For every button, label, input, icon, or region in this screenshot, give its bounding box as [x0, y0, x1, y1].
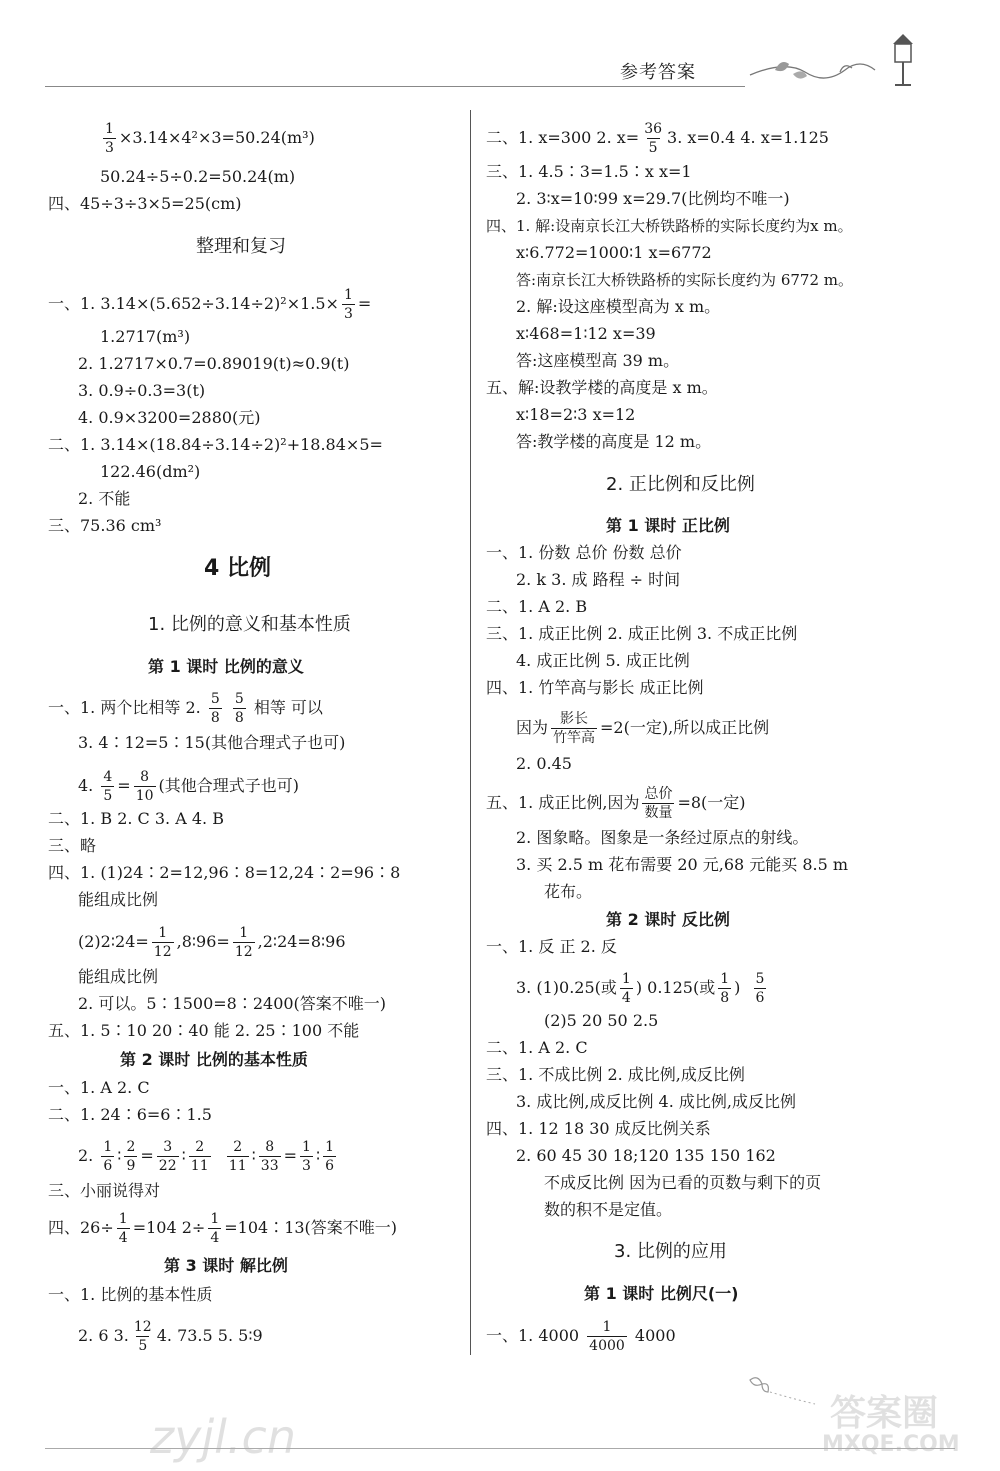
answer-line: 2. 图象略。图象是一条经过原点的射线。	[516, 828, 809, 847]
answer-line: 四、1. (1)24∶2=12,96∶8=12,24∶2=96∶8	[48, 863, 401, 882]
fraction: $\frac{4}{5}$	[103, 769, 113, 804]
lesson-heading: 第 2 课时 比例的基本性质	[120, 1050, 308, 1069]
answer-line: 不成反比例 因为已看的页数与剩下的页	[544, 1173, 822, 1192]
watermark-url: MXQE.COM	[822, 1432, 960, 1457]
watermark-logo: 答案圈	[830, 1393, 939, 1434]
section-heading: 2. 正比例和反比例	[606, 474, 755, 495]
fraction: $\frac{2}{9}$	[126, 1139, 136, 1174]
column-divider	[470, 110, 471, 1355]
fraction: $\frac{1}{4}$	[118, 1211, 128, 1246]
fraction: $\frac{36}{5}$	[644, 121, 663, 156]
fraction: $\frac{1}{4}$	[210, 1211, 220, 1246]
watermark-text: zyjl.cn	[150, 1410, 296, 1464]
answer-line: (2)5 20 50 2.5	[544, 1011, 659, 1030]
answer-line: 2. 6 3. $\frac{12}{5}$ 4. 73.5 5. 5∶9	[78, 1319, 263, 1354]
answer-line: 能组成比例	[78, 967, 159, 986]
answer-line: 122.46(dm²)	[100, 462, 201, 481]
answer-line: 二、1. A 2. C	[486, 1038, 588, 1057]
answer-line: 二、1. 24∶6=6∶1.5	[48, 1105, 212, 1124]
answer-line: 三、1. 4.5∶3=1.5∶x x=1	[486, 162, 692, 181]
answer-line: 一、1. 份数 总价 份数 总价	[486, 543, 682, 562]
footer-rule	[45, 1448, 955, 1449]
lesson-heading: 第 1 课时 比例尺(一)	[584, 1284, 739, 1303]
fraction: $\frac{1}{12}$	[234, 925, 253, 960]
answer-line: x∶18=2∶3 x=12	[516, 405, 636, 424]
fraction: $\frac{1}{12}$	[153, 925, 172, 960]
answer-line: 数的积不是定值。	[544, 1200, 673, 1219]
answer-line: 答:这座模型高 39 m。	[516, 351, 680, 370]
answer-line: 1.2717(m³)	[100, 327, 191, 346]
fraction: $\frac{1}{6}$	[103, 1139, 113, 1174]
fraction: $\frac{1}{3}$	[302, 1139, 311, 1174]
answer-line: $\frac{1}{3}$ ×3.14×4²×3=50.24(m³)	[105, 121, 315, 156]
fraction: $\frac{1}{6}$	[325, 1139, 335, 1174]
answer-line: 一、1. A 2. C	[48, 1078, 150, 1097]
lesson-heading: 第 1 课时 正比例	[606, 516, 730, 535]
fraction: $\frac{5}{8}$	[234, 691, 244, 726]
answer-line: 2. 解:设这座模型高为 x m。	[516, 297, 721, 316]
lesson-heading: 第 1 课时 比例的意义	[148, 657, 304, 676]
answer-line: 一、1. 4000 $\frac{1}{4000}$ 4000	[486, 1319, 676, 1354]
answer-line: 一、1. 3.14×(5.652÷3.14÷2)²×1.5× $\frac{1}{3}$ =	[48, 287, 372, 322]
answer-line: 五、1. 成正比例,因为 $\frac{\text{总价}}{\text{数量}}$ =8(一定)	[486, 786, 746, 821]
answer-line: 2. $\frac{1}{6}$ ∶ $\frac{2}{9}$ = $\frac{3}{22}$ ∶ $\frac{2}{11}$ $\frac{2}{11}$ ∶ $\frac{8}{33}$ = $\frac{1}{3}$ ∶ $\frac{1}{6}$	[78, 1139, 335, 1174]
unit-title: 4 比例	[204, 556, 271, 581]
answer-line: 3. 4∶12=5∶15(其他合理式子也可)	[78, 733, 346, 752]
answer-line: 50.24÷5÷0.2=50.24(m)	[100, 167, 296, 186]
answer-line: 2. 0.45	[516, 754, 572, 773]
answer-line: 三、略	[48, 836, 97, 855]
fraction: $\frac{2}{11}$	[190, 1139, 209, 1174]
fraction: $\frac{3}{22}$	[158, 1139, 177, 1174]
answer-line: 二、1. x=300 2. x= $\frac{36}{5}$ 3. x=0.4 4. x=1.125	[486, 121, 829, 156]
lesson-heading: 第 2 课时 反比例	[606, 910, 730, 929]
answer-line: 2. 1.2717×0.7=0.89019(t)≈0.9(t)	[78, 354, 350, 373]
lesson-heading: 第 3 课时 解比例	[164, 1256, 288, 1275]
answer-line: 4. $\frac{4}{5}$ = $\frac{8}{10}$ (其他合理式子也可)	[78, 769, 300, 804]
fraction: $\frac{5}{8}$	[210, 691, 220, 726]
fraction: $\frac{\text{总价}}{\text{数量}}$	[644, 786, 673, 821]
answer-line: 2. 60 45 30 18;120 135 150 162	[516, 1146, 776, 1165]
fraction: $\frac{1}{4000}$	[589, 1319, 625, 1354]
answer-line: 答:南京长江大桥铁路桥的实际长度约为 6772 m。	[516, 271, 853, 289]
answer-line: 3. 0.9÷0.3=3(t)	[78, 381, 206, 400]
answer-line: 四、1. 解:设南京长江大桥铁路桥的实际长度约为x m。	[486, 217, 853, 235]
fraction: $\frac{5}{6}$	[755, 971, 765, 1006]
section-heading: 1. 比例的意义和基本性质	[148, 614, 351, 635]
fraction: $\frac{1}{4}$	[621, 971, 631, 1006]
answer-line: 二、1. A 2. B	[486, 597, 588, 616]
section-heading: 3. 比例的应用	[614, 1241, 727, 1262]
answer-line: 因为 $\frac{\text{影长}}{\text{竹竿高}}$ =2(一定),所以成正比例	[516, 711, 770, 746]
decorative-vine-icon	[745, 30, 930, 90]
butterfly-icon	[740, 1370, 820, 1410]
answer-line: 四、1. 竹竿高与影长 成正比例	[486, 678, 704, 697]
answer-line: 答:教学楼的高度是 12 m。	[516, 432, 712, 451]
answer-line: 2. 3∶x=10∶99 x=29.7(比例均不唯一)	[516, 189, 790, 208]
answer-line: 四、26÷ $\frac{1}{4}$ =104 2÷ $\frac{1}{4}$ =104∶13(答案不唯一)	[48, 1211, 398, 1246]
answer-line: 三、75.36 cm³	[48, 516, 162, 535]
answer-line: 四、45÷3÷3×5=25(cm)	[48, 194, 242, 213]
answer-line: 二、1. 3.14×(18.84÷3.14÷2)²+18.84×5=	[48, 435, 383, 454]
answer-line: 2. k 3. 成 路程 ÷ 时间	[516, 570, 681, 589]
answer-line: 3. 成比例,成反比例 4. 成比例,成反比例	[516, 1092, 796, 1111]
answer-line: 3. (1)0.25(或 $\frac{1}{4}$ ) 0.125(或 $\frac{1}{8}$ ) $\frac{5}{6}$	[516, 971, 765, 1006]
fraction: $\frac{\text{影长}}{\text{竹竿高}}$	[553, 711, 596, 746]
answer-line: 4. 成正比例 5. 成正比例	[516, 651, 690, 670]
answer-line: 五、解:设教学楼的高度是 x m。	[486, 378, 718, 397]
answer-line: 一、1. 反 正 2. 反	[486, 937, 617, 956]
fraction: $\frac{8}{33}$	[260, 1139, 279, 1174]
answer-line: 二、1. B 2. C 3. A 4. B	[48, 809, 224, 828]
fraction: $\frac{12}{5}$	[133, 1319, 152, 1354]
answer-line: (2)2∶24= $\frac{1}{12}$ ,8∶96= $\frac{1}{12}$ ,2∶24=8∶96	[78, 925, 346, 960]
answer-line: 三、小丽说得对	[48, 1181, 161, 1200]
answer-line: 4. 0.9×3200=2880(元)	[78, 408, 261, 427]
answer-line: x∶468=1∶12 x=39	[516, 324, 656, 343]
fraction: $\frac{1}{3}$	[105, 121, 114, 156]
answer-line: 五、1. 5∶10 20∶40 能 2. 25∶100 不能	[48, 1021, 360, 1040]
page-header-title: 参考答案	[620, 62, 696, 83]
answer-line: x∶6.772=1000∶1 x=6772	[516, 243, 712, 262]
answer-line: 3. 买 2.5 m 花布需要 20 元,68 元能买 8.5 m	[516, 855, 849, 874]
answer-line: 花布。	[544, 882, 593, 901]
section-heading: 整理和复习	[196, 236, 286, 257]
fraction: $\frac{8}{10}$	[135, 769, 154, 804]
header-rule	[45, 86, 745, 87]
fraction: $\frac{1}{8}$	[720, 971, 730, 1006]
answer-line: 2. 可以。5∶1500=8∶2400(答案不唯一)	[78, 994, 387, 1013]
answer-line: 能组成比例	[78, 890, 159, 909]
answer-line: 三、1. 成正比例 2. 成正比例 3. 不成正比例	[486, 624, 798, 643]
answer-line: 一、1. 比例的基本性质	[48, 1285, 213, 1304]
fraction: $\frac{1}{3}$	[343, 287, 353, 322]
answer-line: 四、1. 12 18 30 成反比例关系	[486, 1119, 711, 1138]
fraction: $\frac{2}{11}$	[228, 1139, 247, 1174]
answer-line: 2. 不能	[78, 489, 131, 508]
answer-line: 三、1. 不成比例 2. 成比例,成反比例	[486, 1065, 745, 1084]
answer-line: 一、1. 两个比相等 2. $\frac{5}{8}$ $\frac{5}{8}$ 相等 可以	[48, 691, 323, 726]
